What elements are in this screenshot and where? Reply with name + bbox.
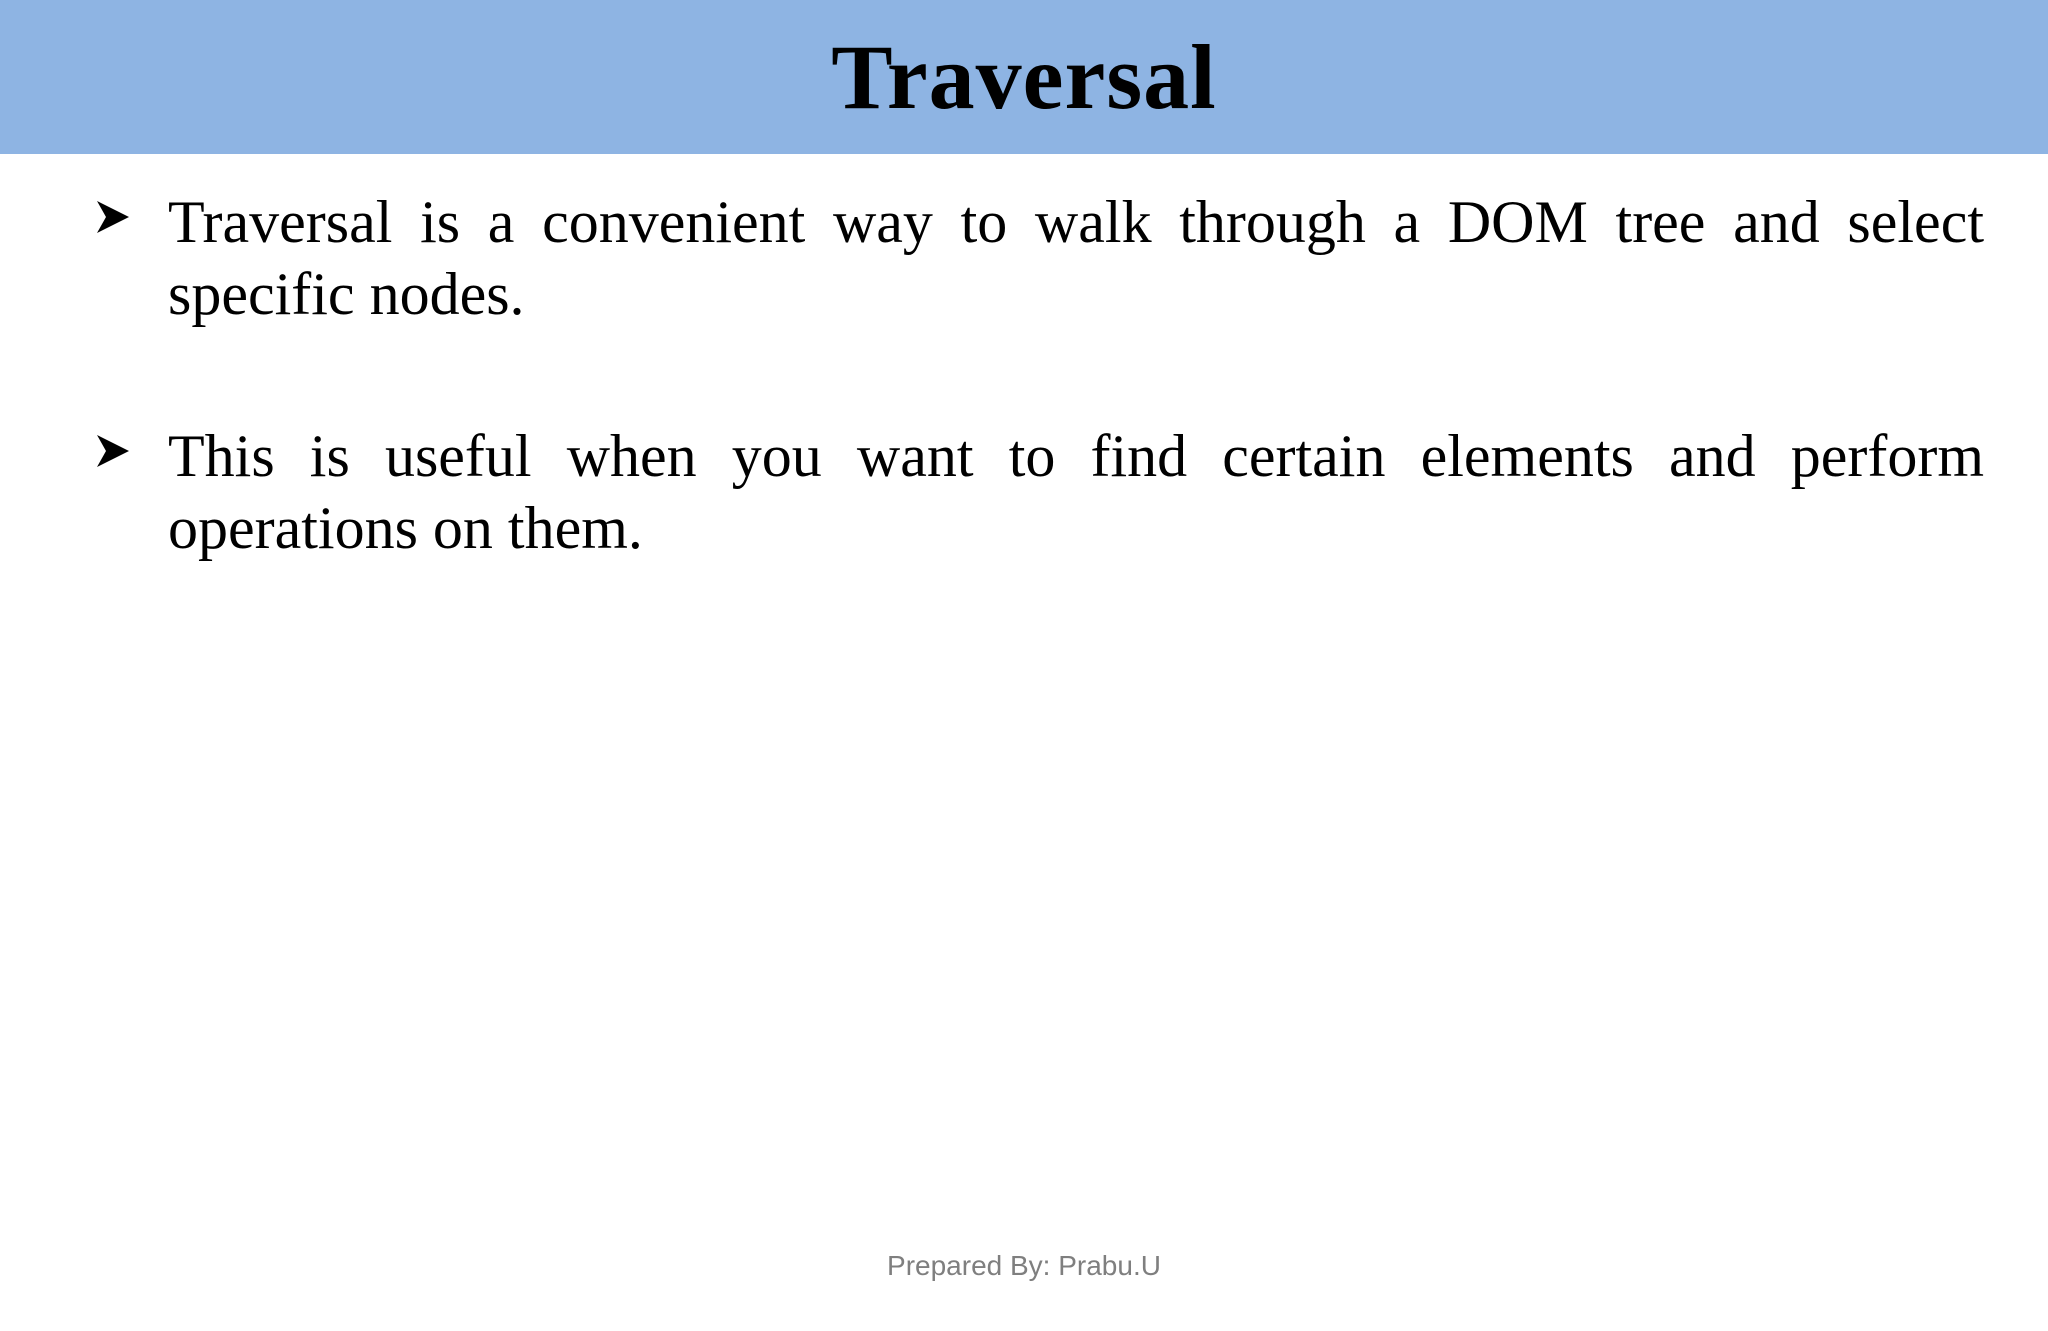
- arrowhead-bullet-icon: [96, 186, 168, 234]
- bullet-text: This is useful when you want to find certain elements and perform operations on them.: [168, 423, 1984, 561]
- slide-title: Traversal: [831, 26, 1217, 128]
- bullet-text: Traversal is a convenient way to walk through a DOM tree and select specific nodes.: [168, 189, 1984, 327]
- bullet-item: [96, 186, 1984, 330]
- title-bar: [0, 0, 2048, 154]
- bullet-list: [96, 186, 1984, 654]
- bullet-item: [96, 420, 1984, 564]
- arrowhead-bullet-icon: [96, 420, 168, 468]
- footer-credit: Prepared By: Prabu.U: [887, 1250, 1161, 1281]
